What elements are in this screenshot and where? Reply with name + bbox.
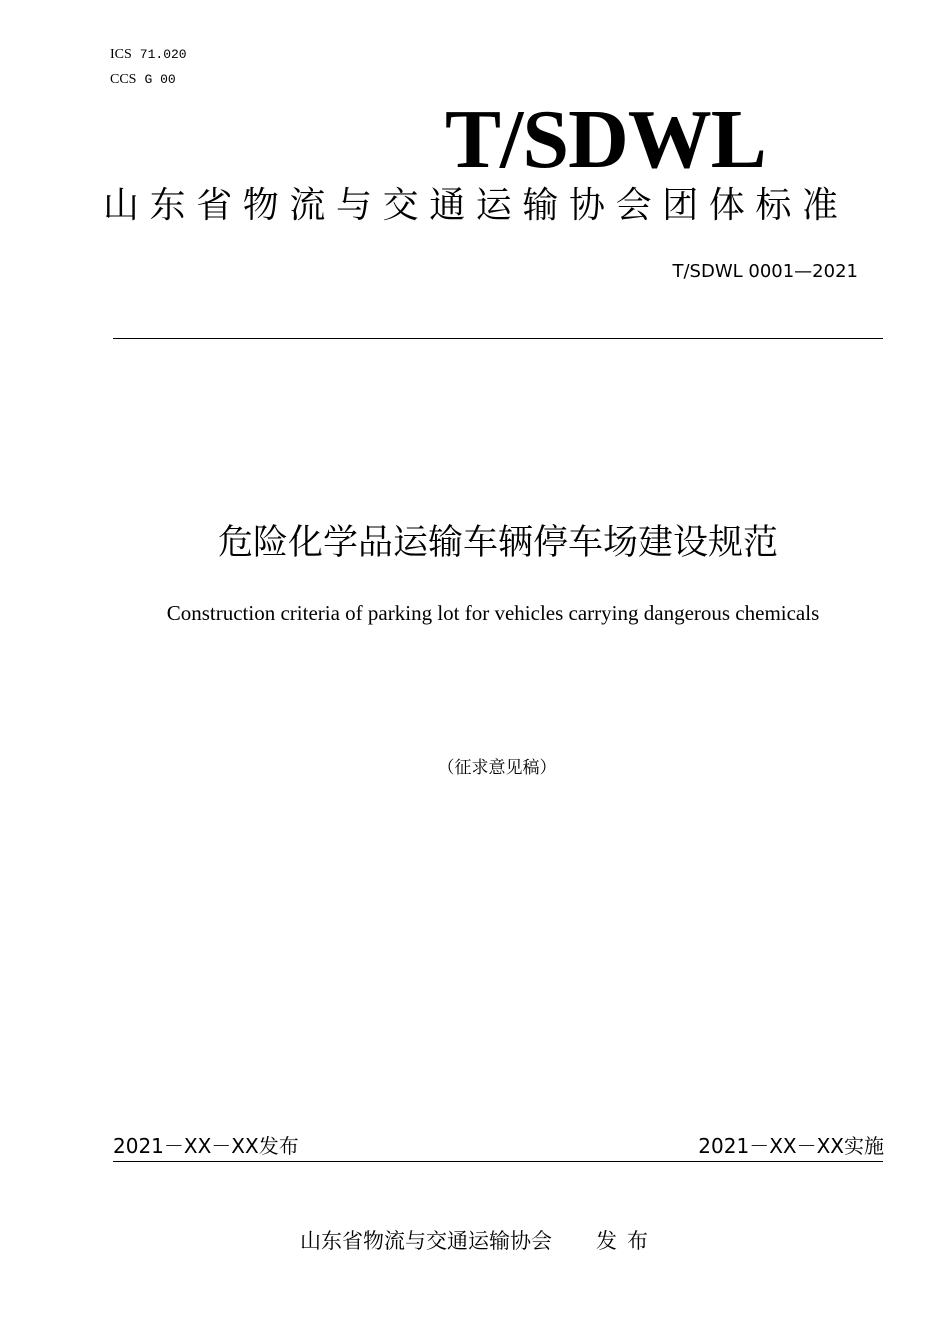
organization-standard-heading: 山东省物流与交通运输协会团体标准 (103, 185, 849, 226)
standard-brand-code: T/SDWL (445, 93, 766, 186)
footer-divider (113, 1161, 883, 1162)
ccs-value: G 00 (144, 72, 176, 87)
header-divider (113, 338, 883, 339)
standard-number: T/SDWL 0001—2021 (672, 261, 858, 282)
ics-value: 71.020 (139, 47, 187, 62)
document-title-chinese: 危险化学品运输车辆停车场建设规范 (217, 523, 778, 563)
publisher-name: 山东省物流与交通运输协会 (300, 1229, 552, 1253)
document-title-english: Construction criteria of parking lot for vehicles carrying dangerous chemicals (166, 601, 820, 625)
ics-code (110, 46, 187, 64)
effective-date: 2021－XX－XX实施 (698, 1134, 884, 1158)
ccs-label: CCS (110, 72, 137, 87)
ics-label: ICS (110, 47, 132, 62)
draft-status: （征求意见稿） (437, 758, 557, 778)
ccs-code (110, 71, 176, 89)
publish-date: 2021－XX－XX发布 (113, 1134, 299, 1158)
publisher-verb: 发布 (596, 1229, 658, 1253)
publisher-line (300, 1226, 658, 1256)
